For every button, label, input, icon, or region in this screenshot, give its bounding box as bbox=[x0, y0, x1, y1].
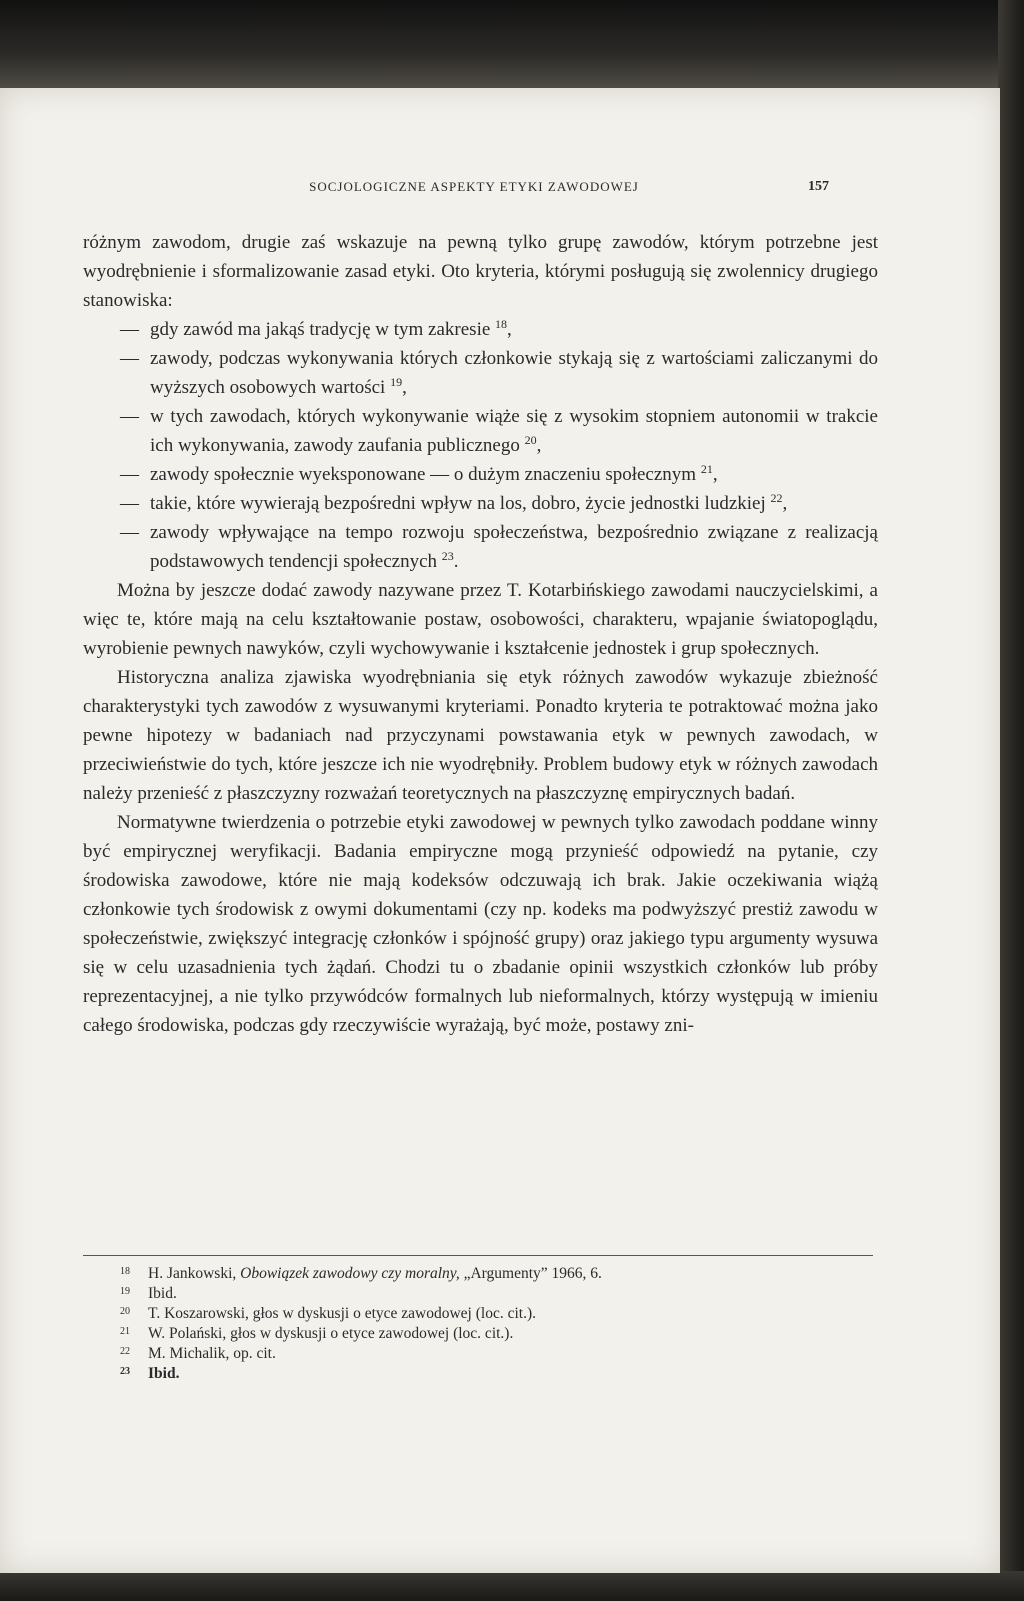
footnote-ref: 20 bbox=[524, 433, 537, 447]
footnote-title: Obowiązek zawodowy czy moralny, bbox=[240, 1265, 460, 1282]
punctuation: . bbox=[453, 551, 459, 572]
footnote bbox=[120, 1363, 820, 1383]
criteria-item bbox=[83, 489, 878, 518]
criteria-item bbox=[83, 315, 878, 344]
criteria-text: zawody społecznie wyeksponowane — o dużym znaczeniu społecznym bbox=[150, 464, 697, 485]
footnote bbox=[120, 1263, 820, 1283]
criteria-text: w tych zawodach, których wykonywanie wiąże się z wysokim stopniem autonomii w trakcie ich wykonywania, zawody zaufania publicznego bbox=[150, 406, 878, 456]
punctuation: , bbox=[782, 493, 788, 514]
punctuation: , bbox=[507, 319, 512, 340]
page-number: 157 bbox=[808, 179, 829, 194]
footnote bbox=[120, 1283, 820, 1303]
list-dash: — bbox=[120, 493, 139, 514]
footnote-number: 18 bbox=[120, 1266, 130, 1277]
book-page bbox=[0, 88, 1000, 1573]
footnote-number: 23 bbox=[120, 1366, 130, 1377]
criteria-text: zawody, podczas wykonywania których członkowie stykają się z wartościami zaliczanymi do wyższych osobowych wartości bbox=[150, 348, 878, 398]
footnote-number: 22 bbox=[120, 1346, 130, 1357]
criteria-text: takie, które wywierają bezpośredni wpływ na los, dobro, życie jednostki ludzkiej bbox=[150, 493, 766, 514]
footnote-ref: 18 bbox=[495, 317, 508, 331]
list-dash: — bbox=[120, 319, 139, 340]
footnote-text: Ibid. bbox=[148, 1285, 177, 1302]
main-text bbox=[83, 228, 878, 1040]
punctuation: , bbox=[712, 464, 718, 485]
footnote-text: T. Koszarowski, głos w dyskusji o etyce zawodowej (loc. cit.). bbox=[148, 1305, 536, 1322]
criteria-item bbox=[83, 518, 878, 576]
list-dash: — bbox=[120, 348, 139, 369]
body-paragraph: Historyczna analiza zjawiska wyodrębniania się etyk różnych zawodów wykazuje zbieżność charakterystyki tych zawodów z wysuwanymi kryteriami. Ponadto kryteria te potraktować można jako pewne hipotezy w badaniach nad przyczynami powstawania etyk w pewnych zawodach, w przeciwieństwie do tych, które jeszcze ich nie wyodrębniły. Problem budowy etyk w różnych zawodach należy przenieść z płaszczyzny rozważań teoretycznych na płaszczyznę empirycznych badań. bbox=[83, 667, 878, 804]
running-title: SOCJOLOGICZNE ASPEKTY ETYKI ZAWODOWEJ bbox=[309, 179, 639, 194]
list-dash: — bbox=[120, 522, 139, 543]
footnote-separator bbox=[83, 1255, 873, 1256]
criteria-item bbox=[83, 344, 878, 402]
scan-border-right bbox=[998, 0, 1024, 1601]
footnote-number: 19 bbox=[120, 1286, 130, 1297]
footnote-text: W. Polański, głos w dyskusji o etyce zawodowej (loc. cit.). bbox=[148, 1325, 514, 1342]
footnote-ref: 21 bbox=[700, 462, 713, 476]
criteria-list bbox=[83, 315, 878, 576]
footnote-text: Ibid. bbox=[148, 1365, 180, 1382]
footnote-ref: 23 bbox=[441, 549, 454, 563]
scan-border-bottom bbox=[0, 1571, 1024, 1601]
footnote-number: 20 bbox=[120, 1306, 130, 1317]
criteria-text: gdy zawód ma jakąś tradycję w tym zakresie bbox=[150, 319, 491, 340]
footnote-text: M. Michalik, op. cit. bbox=[148, 1345, 276, 1362]
criteria-text: zawody wpływające na tempo rozwoju społeczeństwa, bezpośrednio związane z realizacją podstawowych tendencji społecznych bbox=[150, 522, 878, 572]
footnote-ref: 22 bbox=[770, 491, 783, 505]
criteria-item bbox=[83, 460, 878, 489]
body-paragraph: Normatywne twierdzenia o potrzebie etyki zawodowej w pewnych tylko zawodach poddane winny być empirycznej weryfikacji. Badania empiryczne mogą przynieść odpowiedź na pytanie, czy środowiska zawodowe, które nie mają kodeksów odczuwają ich brak. Jakie oczekiwania wiążą członkowie tych środowisk z owymi dokumentami (czy np. kodeks ma podwyższyć prestiż zawodu w społeczeństwie, zwiększyć integrację członków i spójność grupy) oraz jakiego typu argumenty wysuwa się w celu uzasadnienia tych żądań. Chodzi tu o zbadanie opinii wszystkich członków lub próby reprezentacyjnej, a nie tylko przywódców formalnych lub nieformalnych, którzy występują w imieniu całego środowiska, podczas gdy rzeczywiście wyrażają, być może, postawy zni- bbox=[83, 812, 878, 1036]
punctuation: , bbox=[536, 435, 542, 456]
footnote-number: 21 bbox=[120, 1326, 130, 1337]
footnote bbox=[120, 1343, 820, 1363]
footnote-ref: 19 bbox=[390, 375, 403, 389]
body-paragraph: Można by jeszcze dodać zawody nazywane przez T. Kotarbińskiego zawodami nauczycielskimi, a więc te, które mają na celu kształtowanie postaw, osobowości, charakteru, wpajanie światopoglądu, wyrobienie pewnych nawyków, czyli wychowywanie i kształcenie jednostek i grup społecznych. bbox=[83, 580, 878, 659]
footnote bbox=[120, 1303, 820, 1323]
footnote-text: H. Jankowski, bbox=[148, 1265, 241, 1282]
scan-border-top bbox=[0, 0, 1024, 95]
footnotes bbox=[120, 1263, 820, 1383]
punctuation: , bbox=[402, 377, 407, 398]
intro-paragraph: różnym zawodom, drugie zaś wskazuje na pewną tylko grupę zawodów, którym potrzebne jest wyodrębnienie i sformalizowanie zasad etyki. Oto kryteria, którymi posługują się zwolennicy drugiego stanowiska: bbox=[83, 232, 878, 311]
list-dash: — bbox=[120, 406, 139, 427]
criteria-item bbox=[83, 402, 878, 460]
footnote bbox=[120, 1323, 820, 1343]
footnote-text: „Argumenty” 1966, 6. bbox=[459, 1265, 602, 1282]
list-dash: — bbox=[120, 464, 139, 485]
